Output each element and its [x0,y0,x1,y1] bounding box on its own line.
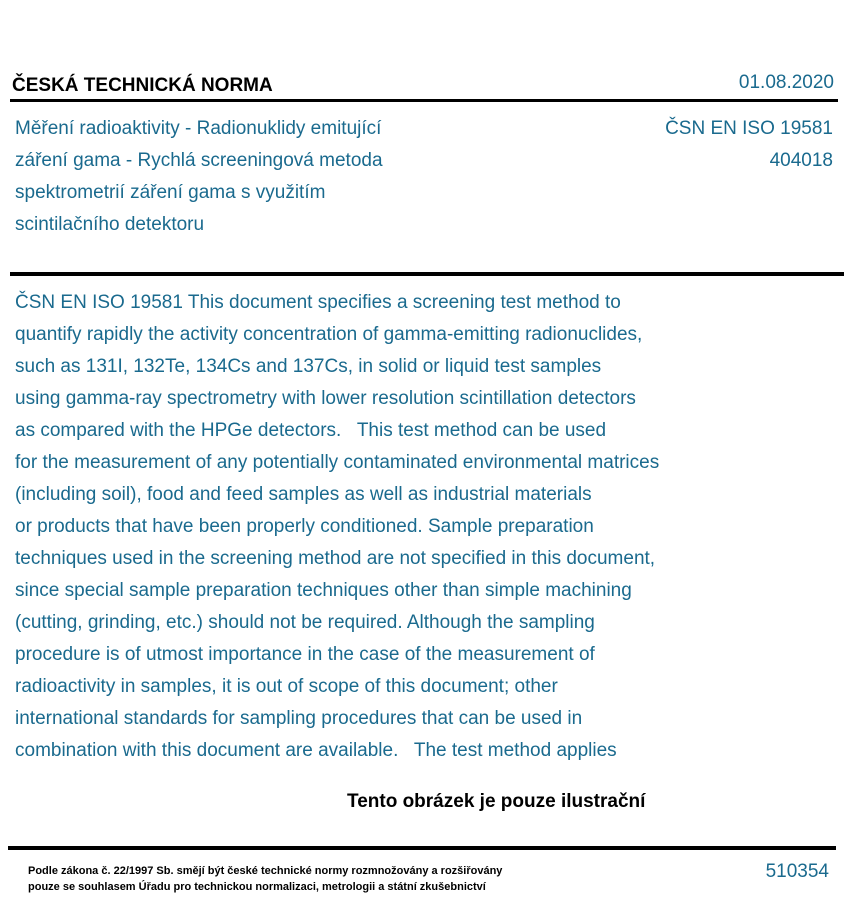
title-line: spektrometrií záření gama s využitím [15,182,326,203]
abstract-line: using gamma-ray spectrometry with lower resolution scintillation detectors [15,388,636,409]
illustration-note: Tento obrázek je pouze ilustrační [347,791,646,812]
abstract-line: techniques used in the screening method are not specified in this document, [15,548,656,569]
abstract-line: radioactivity in samples, it is out of scope of this document; other [15,676,558,697]
legal-line: Podle zákona č. 22/1997 Sb. smějí být české technické normy rozmnožovány a rozšiřovány [28,865,503,877]
abstract-text [15,287,659,767]
abstract-line: quantify rapidly the activity concentration of gamma-emitting radionuclides, [15,324,643,345]
abstract-line: (including soil), food and feed samples as well as industrial materials [15,484,592,505]
abstract-line: as compared with the HPGe detectors. This test method can be used [15,420,607,441]
title-line: Měření radioaktivity - Radionuklidy emitující [15,118,382,139]
legal-line: pouze se souhlasem Úřadu pro technickou normalizaci, metrologii a státní zkušebnictví [28,881,486,893]
standard-code: ČSN EN ISO 19581 [665,118,833,139]
abstract-line: such as 131I, 132Te, 134Cs and 137Cs, in solid or liquid test samples [15,356,602,377]
publication-date: 01.08.2020 [738,72,834,93]
title-line: scintilačního detektoru [15,214,205,235]
abstract-line: combination with this document are available. The test method applies [15,740,617,761]
abstract-line: ČSN EN ISO 19581 This document specifies a screening test method to [15,292,621,313]
abstract-line: or products that have been properly conditioned. Sample preparation [15,516,594,537]
class-number: 404018 [769,150,833,171]
top-divider [10,99,838,102]
title-line: záření gama - Rychlá screeningová metoda [15,150,383,171]
document-identifiers [665,113,833,177]
abstract-line: procedure is of utmost importance in the case of the measurement of [15,644,595,665]
norm-label: ČESKÁ TECHNICKÁ NORMA [12,75,273,96]
abstract-line: since special sample preparation techniques other than simple machining [15,580,632,601]
catalog-number: 510354 [765,861,829,882]
abstract-line: international standards for sampling procedures that can be used in [15,708,583,729]
middle-divider [10,272,844,276]
abstract-line: for the measurement of any potentially contaminated environmental matrices [15,452,660,473]
abstract-line: (cutting, grinding, etc.) should not be required. Although the sampling [15,612,595,633]
legal-notice [28,863,502,895]
document-title [15,113,455,241]
bottom-divider [8,846,836,850]
